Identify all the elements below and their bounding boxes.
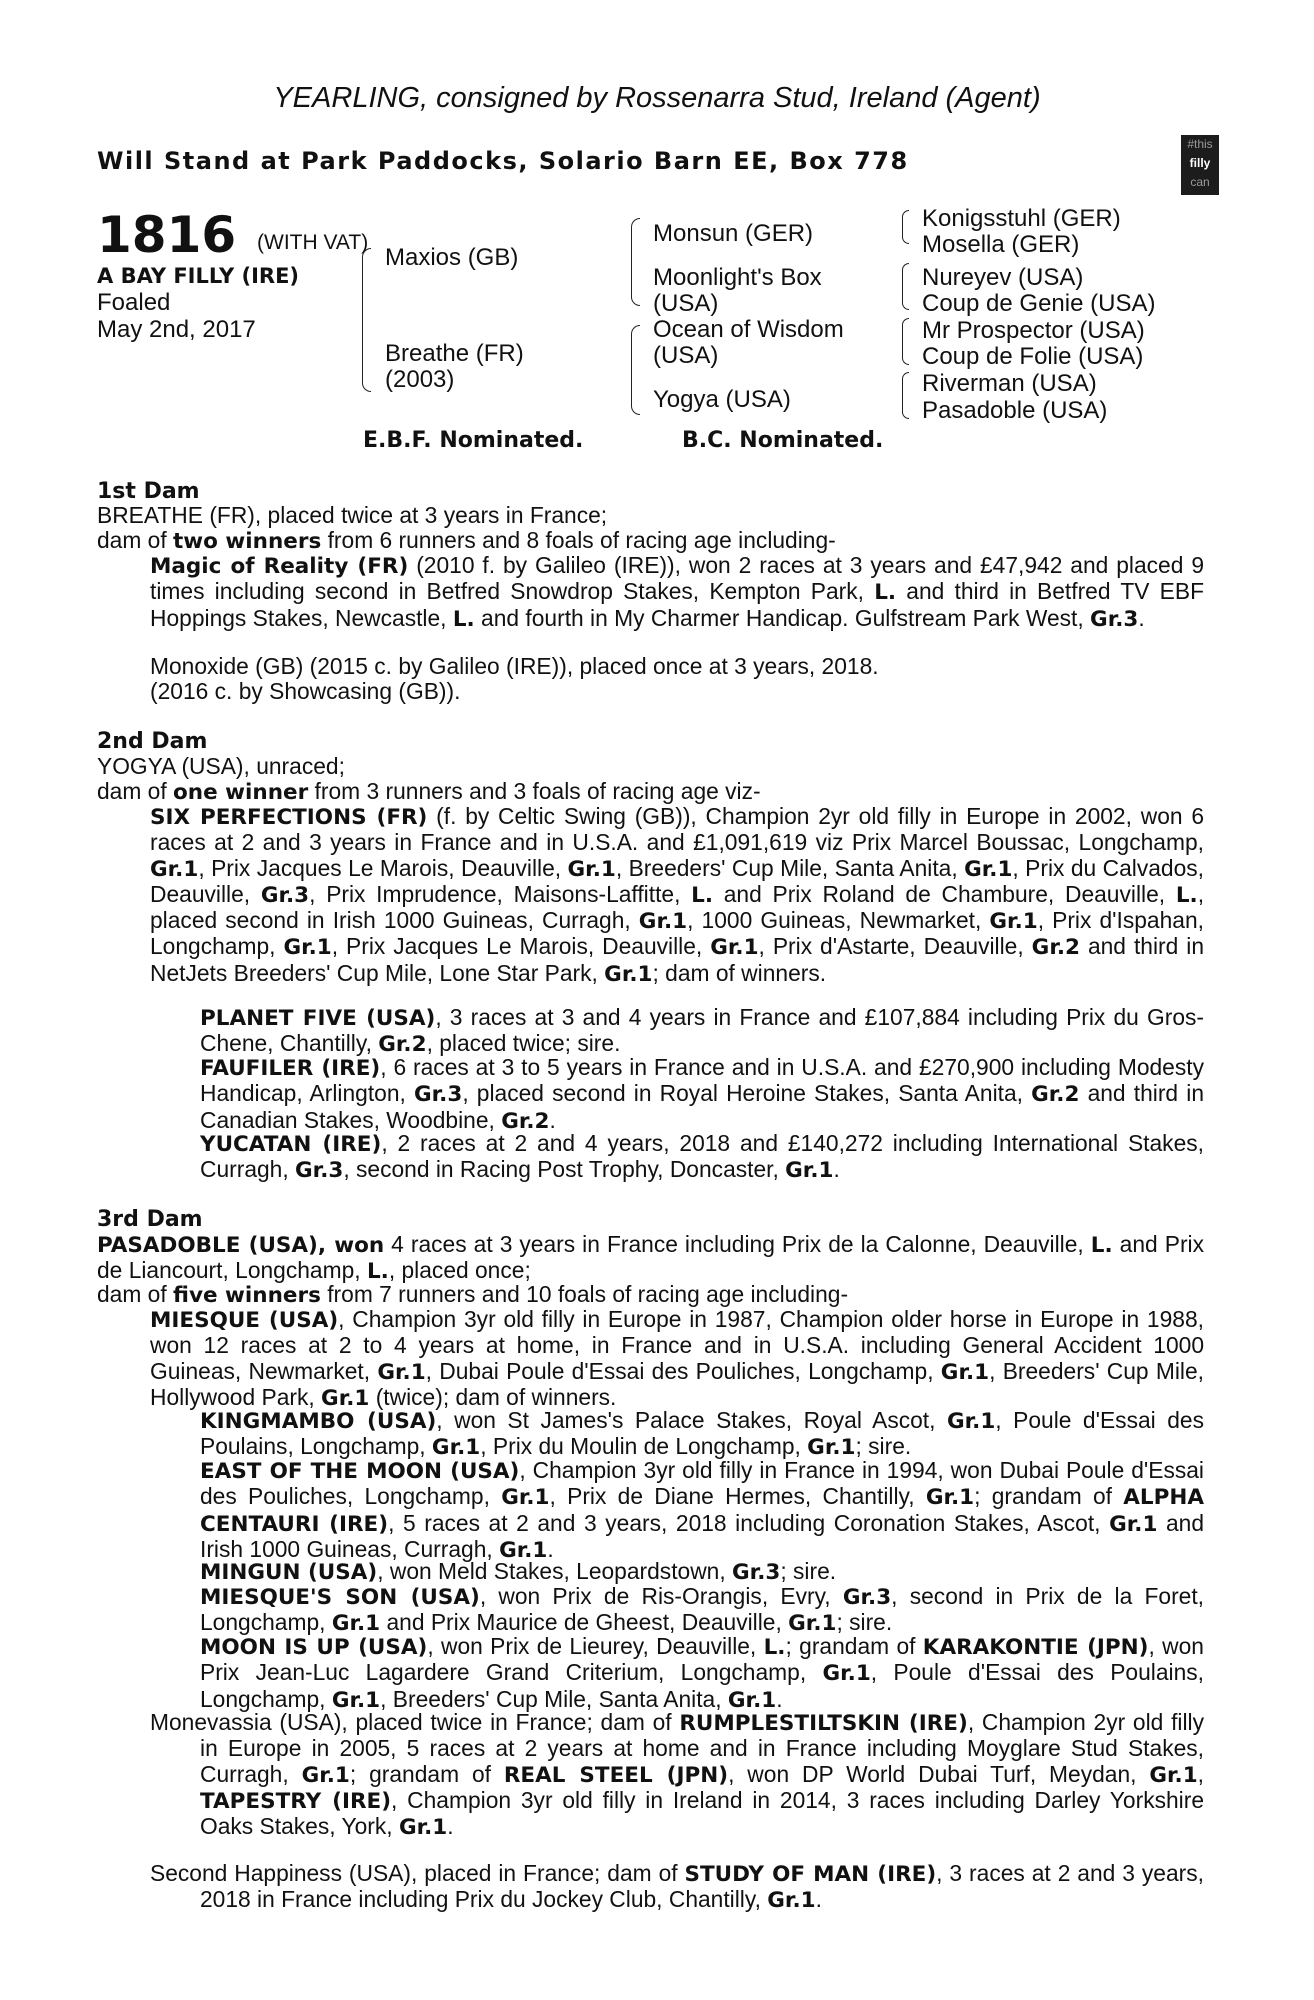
second-dam-produce: dam of one winner from 3 runners and 3 foals of racing age viz- bbox=[97, 778, 761, 805]
entry-faufiler: FAUFILER (IRE), 6 races at 3 to 5 years in France and in U.S.A. and £270,900 including Modesty Handicap, Arlington, Gr.3, placed second in Royal Heroine Stakes, Santa Anita, Gr.2 and third in Canadian Stakes, Woodbine, Gr.2. bbox=[200, 1054, 1204, 1134]
sire-dam-line-2: (USA) bbox=[653, 290, 719, 317]
sire: Maxios (GB) bbox=[385, 244, 519, 271]
dam-sire-line-2: (USA) bbox=[653, 342, 719, 369]
entry-monoxide: Monoxide (GB) (2015 c. by Galileo (IRE)), placed once at 3 years, 2018. bbox=[150, 653, 879, 679]
vat-label: (WITH VAT) bbox=[257, 231, 369, 254]
first-dam-produce: dam of two winners from 6 runners and 8 foals of racing age including- bbox=[97, 527, 836, 554]
second-dam-intro: YOGYA (USA), unraced; bbox=[97, 753, 345, 779]
entry-miesque: MIESQUE (USA), Champion 3yr old filly in Europe in 1987, Champion older horse in Europe in 1988, won 12 races at 2 to 4 years at home, in France and in U.S.A. including General Accident 1000 Guineas, Newmarket, Gr.1, Dubai Poule d'Essai des Pouliches, Longchamp, Gr.1, Breeders' Cup Mile, Hollywood Park, Gr.1 (twice); dam of winners. bbox=[150, 1306, 1204, 1411]
this-filly-can-logo bbox=[1181, 135, 1219, 195]
badge-line-1: #this bbox=[1187, 137, 1213, 151]
entry-monevassia: Monevassia (USA), placed twice in France; dam of RUMPLESTILTSKIN (IRE), Champion 2yr old filly in Europe in 2005, 5 races at 2 years at home and in France including Moyglare Stud Stakes, Curragh, Gr.1; grandam of REAL STEEL (JPN), won DP World Dubai Turf, Meydan, Gr.1, TAPESTRY (IRE), Champion 3yr old filly in Ireland in 2014, 3 races including Darley Yorkshire Oaks Stakes, York, Gr.1. bbox=[150, 1709, 1204, 1841]
dam-year: (2003) bbox=[385, 366, 455, 393]
grandparent-7: Riverman (USA) bbox=[922, 370, 1097, 397]
entry-second-happiness: Second Happiness (USA), placed in France; dam of STUDY OF MAN (IRE), 3 races at 2 and 3 years, 2018 in France including Prix du Jockey Club, Chantilly, Gr.1. bbox=[150, 1860, 1204, 1914]
entry-yucatan: YUCATAN (IRE), 2 races at 2 and 4 years, 2018 and £140,272 including International Stakes, Curragh, Gr.3, second in Racing Post Trophy, Doncaster, Gr.1. bbox=[200, 1130, 1204, 1184]
pedigree-brace-main bbox=[362, 248, 371, 392]
grandparent-1: Konigsstuhl (GER) bbox=[922, 205, 1121, 232]
entry-moon-is-up: MOON IS UP (USA), won Prix de Lieurey, Deauville, L.; grandam of KARAKONTIE (JPN), won Prix Jean-Luc Lagardere Grand Criterium, Longchamp, Gr.1, Poule d'Essai des Poulains, Longchamp, Gr.1, Breeders' Cup Mile, Santa Anita, Gr.1. bbox=[200, 1633, 1204, 1713]
third-dam-produce: dam of five winners from 7 runners and 10 foals of racing age including- bbox=[97, 1281, 849, 1308]
grandparent-3: Nureyev (USA) bbox=[922, 264, 1084, 291]
entry-kingmambo: KINGMAMBO (USA), won St James's Palace Stakes, Royal Ascot, Gr.1, Poule d'Essai des Poulains, Longchamp, Gr.1, Prix du Moulin de Longchamp, Gr.1; sire. bbox=[200, 1407, 1204, 1461]
third-dam-heading: 3rd Dam bbox=[97, 1207, 203, 1232]
entry-east-of-the-moon: EAST OF THE MOON (USA), Champion 3yr old filly in France in 1994, won Dubai Poule d'Essai des Pouliches, Longchamp, Gr.1, Prix de Diane Hermes, Chantilly, Gr.1; grandam of ALPHA CENTAURI (IRE), 5 races at 2 and 3 years, 2018 including Coronation Stakes, Ascot, Gr.1 and Irish 1000 Guineas, Curragh, Gr.1. bbox=[200, 1457, 1205, 1563]
grandparent-6: Coup de Folie (USA) bbox=[922, 343, 1144, 370]
badge-line-2: filly bbox=[1189, 156, 1211, 170]
sire-sire: Monsun (GER) bbox=[653, 220, 814, 247]
ebf-nominated: E.B.F. Nominated. bbox=[363, 428, 584, 453]
pedigree-brace-g1 bbox=[902, 210, 909, 244]
first-dam-intro: BREATHE (FR), placed twice at 3 years in France; bbox=[97, 502, 608, 528]
entry-magic-of-reality: Magic of Reality (FR) (2010 f. by Galileo (IRE)), won 2 races at 3 years and £47,942 and placed 9 times including second in Betfred Snowdrop Stakes, Kempton Park, L. and third in Betfred TV EBF Hoppings Stakes, Newcastle, L. and fourth in My Charmer Handicap. Gulfstream Park West, Gr.3. bbox=[150, 552, 1204, 632]
pedigree-brace-g2 bbox=[902, 263, 909, 310]
stand-location: Will Stand at Park Paddocks, Solario Barn EE, Box 778 bbox=[97, 147, 909, 175]
badge-line-3: can bbox=[1190, 175, 1210, 189]
pedigree-brace-sire bbox=[631, 218, 640, 306]
entry-miesques-son: MIESQUE'S SON (USA), won Prix de Ris-Orangis, Evry, Gr.3, second in Prix de la Foret, Longchamp, Gr.1 and Prix Maurice de Gheest, Deauville, Gr.1; sire. bbox=[200, 1583, 1205, 1637]
entry-mingun: MINGUN (USA), won Meld Stakes, Leopardstown, Gr.3; sire. bbox=[200, 1558, 837, 1585]
grandparent-5: Mr Prospector (USA) bbox=[922, 317, 1145, 344]
grandparent-8: Pasadoble (USA) bbox=[922, 397, 1108, 424]
pedigree-brace-g4 bbox=[902, 372, 909, 419]
pedigree-brace-g3 bbox=[902, 318, 909, 365]
foaled-label: Foaled bbox=[97, 289, 171, 316]
dam-dam: Yogya (USA) bbox=[653, 386, 791, 413]
second-dam-heading: 2nd Dam bbox=[97, 729, 208, 754]
entry-showcasing-colt: (2016 c. by Showcasing (GB)). bbox=[150, 678, 461, 704]
consignor-header: YEARLING, consigned by Rossenarra Stud, Ireland (Agent) bbox=[273, 82, 1041, 114]
horse-name: A BAY FILLY (IRE) bbox=[97, 264, 300, 288]
dam-sire-line-1: Ocean of Wisdom bbox=[653, 316, 844, 343]
grandparent-4: Coup de Genie (USA) bbox=[922, 290, 1156, 317]
lot-number: 1816 bbox=[97, 206, 237, 264]
first-dam-heading: 1st Dam bbox=[97, 479, 200, 504]
bc-nominated: B.C. Nominated. bbox=[682, 428, 884, 453]
third-dam-intro: PASADOBLE (USA), won 4 races at 3 years in France including Prix de la Calonne, Deauville, L. and Prix de Liancourt, Longchamp, L., placed once; bbox=[97, 1231, 1205, 1285]
sire-dam-line-1: Moonlight's Box bbox=[653, 264, 822, 291]
entry-six-perfections: SIX PERFECTIONS (FR) (f. by Celtic Swing (GB)), Champion 2yr old filly in Europe in 2002, won 6 races at 2 and 3 years in France and in U.S.A. and £1,091,619 viz Prix Marcel Boussac, Longchamp, Gr.1, Prix Jacques Le Marois, Deauville, Gr.1, Breeders' Cup Mile, Santa Anita, Gr.1, Prix du Calvados, Deauville, Gr.3, Prix Imprudence, Maisons-Laffitte, L. and Prix Roland de Chambure, Deauville, L., placed second in Irish 1000 Guineas, Curragh, Gr.1, 1000 Guineas, Newmarket, Gr.1, Prix d'Ispahan, Longchamp, Gr.1, Prix Jacques Le Marois, Deauville, Gr.1, Prix d'Astarte, Deauville, Gr.2 and third in NetJets Breeders' Cup Mile, Lone Star Park, Gr.1; dam of winners. bbox=[150, 803, 1205, 987]
foaled-date: May 2nd, 2017 bbox=[97, 316, 256, 343]
entry-planet-five: PLANET FIVE (USA), 3 races at 3 and 4 years in France and £107,884 including Prix du Gros-Chene, Chantilly, Gr.2, placed twice; sire. bbox=[200, 1004, 1204, 1058]
dam-name: Breathe (FR) bbox=[385, 340, 524, 367]
pedigree-brace-dam bbox=[631, 325, 640, 415]
grandparent-2: Mosella (GER) bbox=[922, 231, 1080, 258]
